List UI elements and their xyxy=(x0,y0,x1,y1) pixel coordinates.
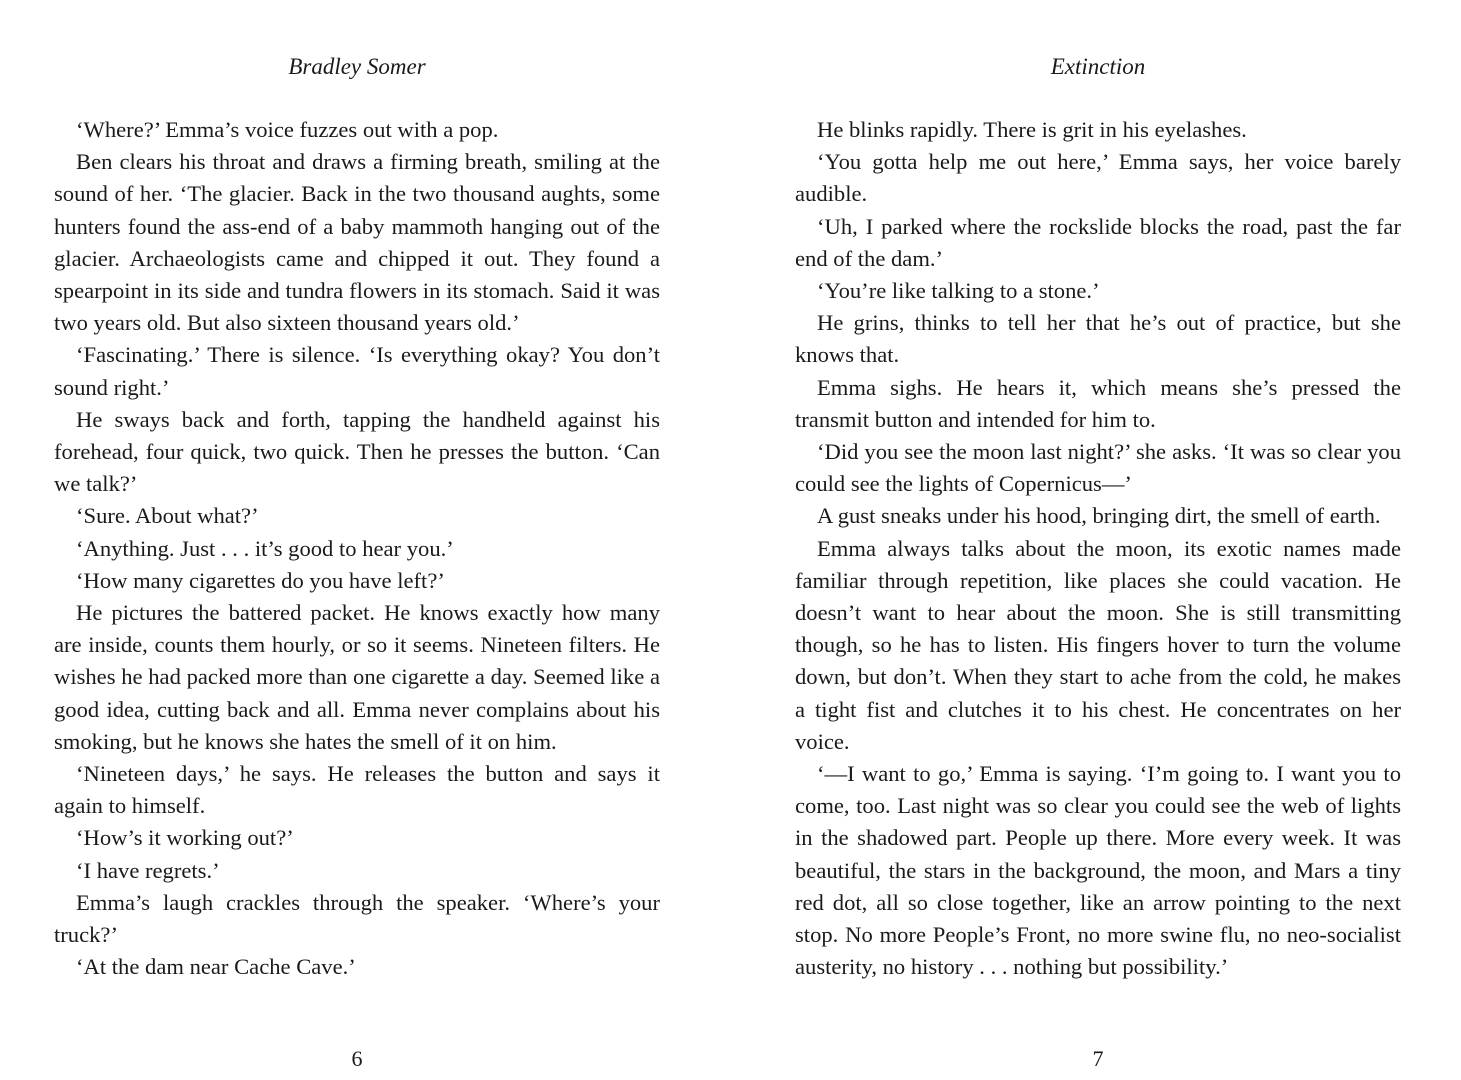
paragraph: Ben clears his throat and draws a firming breath, smiling at the sound of her. ‘The glacier. Back in the two thousand aughts, some hunters found the ass-end of a baby mammoth hanging out of the glacier. Archaeologists came and chipped it out. They found a spearpoint in its side and tundra flowers in its stomach. Said it was two years old. But also sixteen thousand years old.’ xyxy=(54,149,660,336)
left-page-text xyxy=(54,114,660,983)
paragraph: ‘Uh, I parked where the rockslide blocks the road, past the far end of the dam.’ xyxy=(795,213,1401,271)
paragraph: ‘Nineteen days,’ he says. He releases the button and says it again to himself. xyxy=(54,761,660,819)
paragraph: ‘I have regrets.’ xyxy=(76,857,220,883)
paragraph: ‘—I want to go,’ Emma is saying. ‘I’m going to. I want you to come, too. Last night was so clear you could see the web of lights in the shadowed part. People up there. More every week. It was beautiful, the stars in the background, the moon, and Mars a tiny red dot, all so close together, like an arrow pointing to the next stop. No more People’s Front, no more swine flu, no neo-socialist austerity, no history . . . nothing but possibility.’ xyxy=(795,761,1401,980)
paragraph: ‘How many cigarettes do you have left?’ xyxy=(76,567,445,593)
right-page xyxy=(795,0,1401,1080)
paragraph: ‘Did you see the moon last night?’ she asks. ‘It was so clear you could see the lights of Copernicus—’ xyxy=(795,439,1401,497)
paragraph: A gust sneaks under his hood, bringing dirt, the smell of earth. xyxy=(817,503,1381,529)
paragraph: ‘At the dam near Cache Cave.’ xyxy=(76,954,356,980)
page-number: 7 xyxy=(1092,1046,1104,1071)
running-head-title: Extinction xyxy=(1050,54,1146,79)
paragraph: He grins, thinks to tell her that he’s out of practice, but she knows that. xyxy=(795,310,1401,368)
paragraph: ‘You gotta help me out here,’ Emma says, her voice barely audible. xyxy=(795,149,1401,207)
running-head-author: Bradley Somer xyxy=(288,54,426,79)
paragraph: ‘You’re like talking to a stone.’ xyxy=(817,278,1100,304)
left-page xyxy=(54,0,660,1080)
paragraph: ‘Anything. Just . . . it’s good to hear you.’ xyxy=(76,535,454,561)
paragraph: ‘Sure. About what?’ xyxy=(76,503,259,529)
right-page-text xyxy=(795,114,1401,983)
paragraph: ‘Fascinating.’ There is silence. ‘Is everything okay? You don’t sound right.’ xyxy=(54,342,660,400)
page-number: 6 xyxy=(351,1046,363,1071)
paragraph: He pictures the battered packet. He knows exactly how many are inside, counts them hourly, or so it seems. Nineteen filters. He wishes he had packed more than one cigarette a day. Seemed like a good idea, cutting back and all. Emma never complains about his smoking, but he knows she hates the smell of it on him. xyxy=(54,600,660,754)
paragraph: He sways back and forth, tapping the handheld against his forehead, four quick, two quick. Then he presses the button. ‘Can we talk?’ xyxy=(54,406,660,497)
paragraph: Emma sighs. He hears it, which means she’s pressed the transmit button and intended for him to. xyxy=(795,374,1401,432)
paragraph: ‘Where?’ Emma’s voice fuzzes out with a pop. xyxy=(76,117,499,142)
paragraph: Emma’s laugh crackles through the speaker. ‘Where’s your truck?’ xyxy=(54,889,660,948)
paragraph: Emma always talks about the moon, its exotic names made familiar through repetition, like places she could vacation. He doesn’t want to hear about the moon. She is still transmitting though, so he has to listen. His fingers hover to turn the volume down, but don’t. When they start to ache from the cold, he makes a tight fist and clutches it to his chest. He concentrates on her voice. xyxy=(795,535,1401,754)
paragraph: He blinks rapidly. There is grit in his eyelashes. xyxy=(817,117,1247,142)
paragraph: ‘How’s it working out?’ xyxy=(76,825,294,851)
